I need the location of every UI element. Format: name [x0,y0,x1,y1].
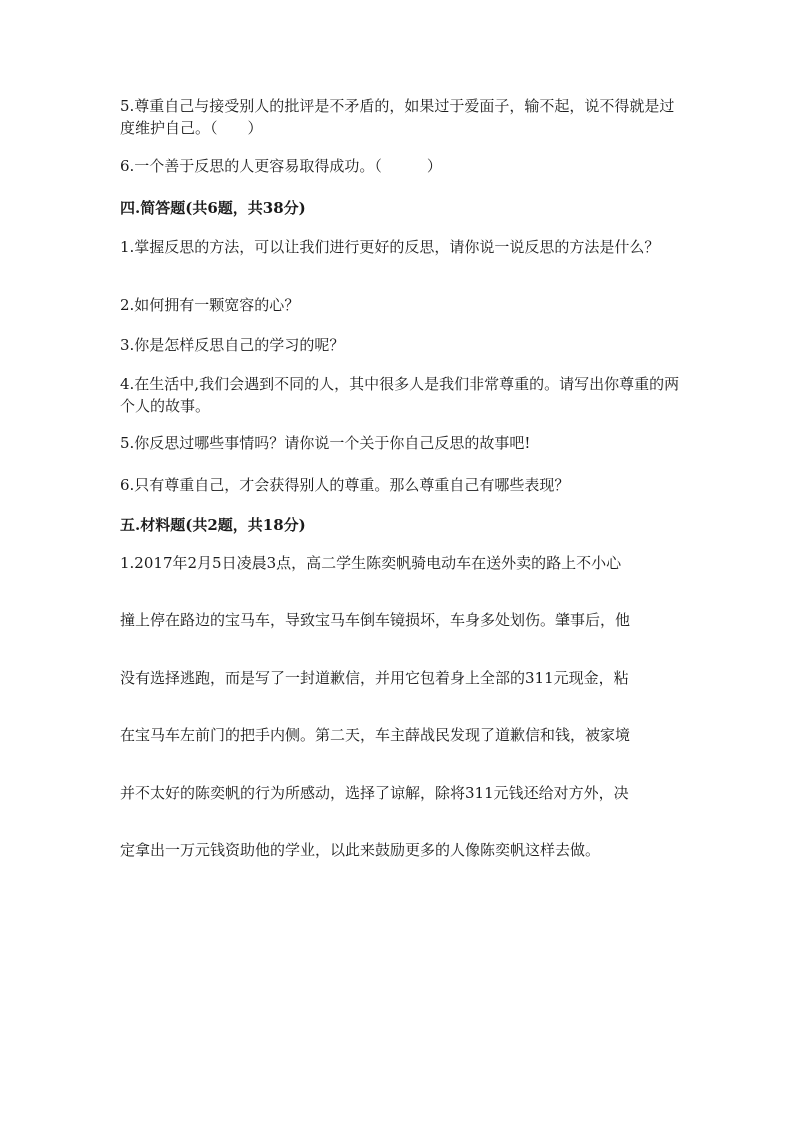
short-answer-question-5: 5.你反思过哪些事情吗？请你说一个关于你自己反思的故事吧! [120,434,531,452]
judgment-item-6: 6.一个善于反思的人更容易取得成功。（ ） [120,157,442,175]
section4-heading: 四.简答题(共6题，共38分) [120,199,306,217]
short-answer-question-6: 6.只有尊重自己，才会获得别人的尊重。那么尊重自己有哪些表现？ [120,476,570,494]
material-line: 并不太好的陈奕帆的行为所感动，选择了谅解，除将311元钱还给对方外，决 [120,784,629,802]
section5-heading: 五.材料题(共2题，共18分) [120,516,306,534]
short-answer-question-3: 3.你是怎样反思自己的学习的呢？ [120,336,345,354]
short-answer-question-4: 4.在生活中,我们会遇到不同的人，其中很多人是我们非常尊重的。请写出你尊重的两个人的故事。 [120,375,680,415]
material-line: 1.2017年2月5日凌晨3点，高二学生陈奕帆骑电动车在送外卖的路上不小心 [120,554,622,572]
short-answer-question-1: 1.掌握反思的方法，可以让我们进行更好的反思，请你说一说反思的方法是什么？ [120,238,660,256]
material-line: 撞上停在路边的宝马车，导致宝马车倒车镜损坏，车身多处划伤。肇事后，他 [120,611,631,629]
material-line: 定拿出一万元钱资助他的学业，以此来鼓励更多的人像陈奕帆这样去做。 [120,841,601,859]
short-answer-question-2: 2.如何拥有一颗宽容的心？ [120,296,300,314]
judgment-item-5: 5.尊重自己与接受别人的批评是不矛盾的，如果过于爱面子，输不起，说不得就是过度维护自己。（ ） [120,97,675,137]
material-line: 在宝马车左前门的把手内侧。第二天，车主薛战民发现了道歉信和钱，被家境 [120,726,631,744]
material-line: 没有选择逃跑，而是写了一封道歉信，并用它包着身上全部的311元现金，粘 [120,669,629,687]
